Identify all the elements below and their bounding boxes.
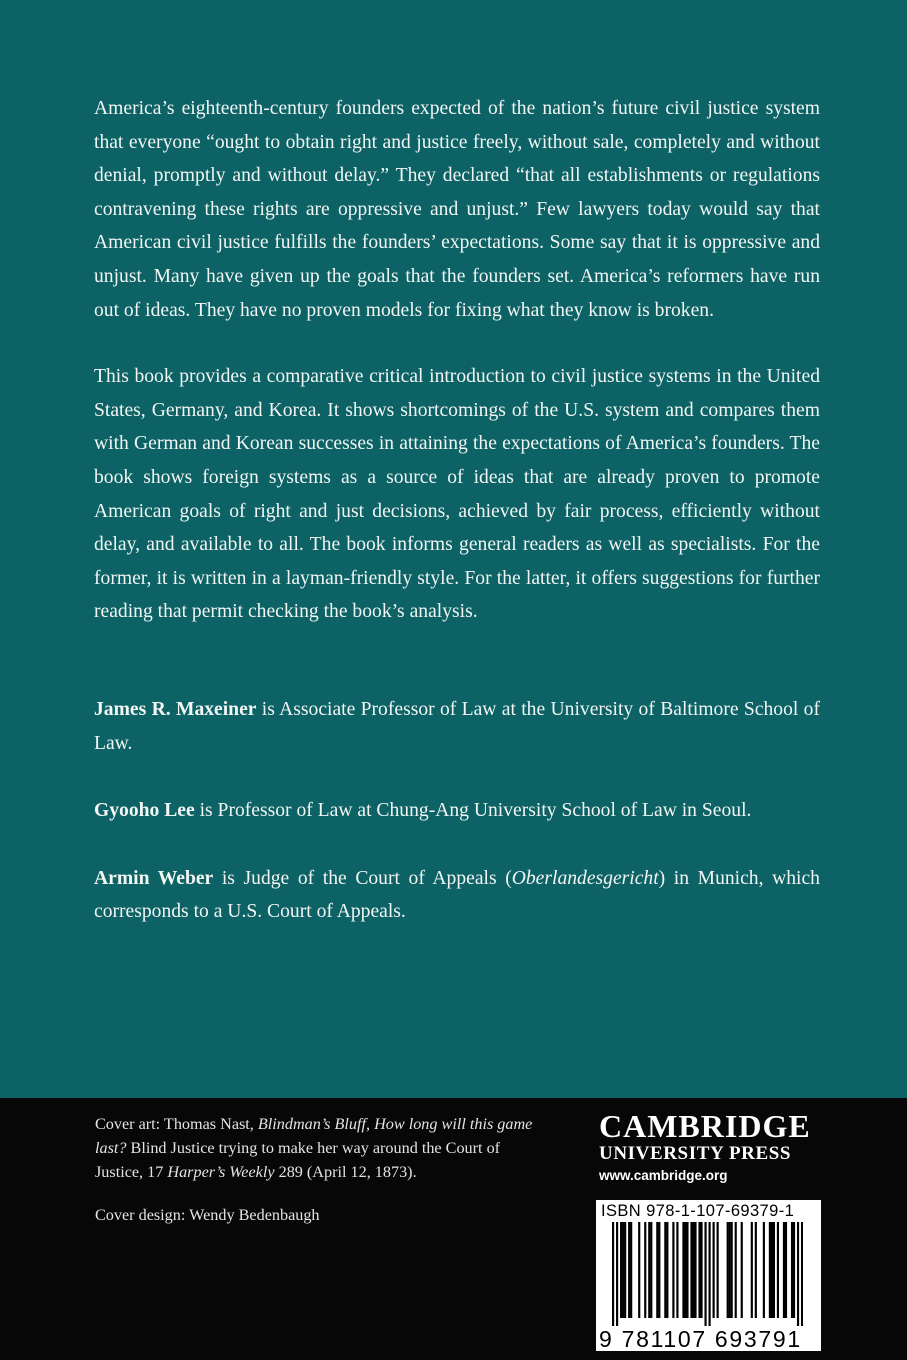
- barcode-bar: [763, 1222, 765, 1318]
- barcode-bar: [791, 1222, 793, 1318]
- barcode-bar: [773, 1222, 775, 1318]
- barcode-bar: [690, 1222, 692, 1318]
- cover-credits: [95, 1112, 535, 1227]
- cover-art-credit: Cover art: Thomas Nast, Blindman’s Bluff, How long will this game last? Blind Justice trying to make her way around the Court of Justice, 17 Harper’s Weekly 289 (April 12, 1873).: [95, 1115, 533, 1181]
- barcode-bar: [801, 1222, 803, 1326]
- blurb-paragraph-2: This book provides a comparative critical introduction to civil justice systems in the United States, Germany, and Korea. It shows shortcomings of the U.S. system and compares them with German and Korean successes in attaining the expectations of America’s founders. The book shows foreign systems as a source of ideas that are already proven to promote American goals of right and just decisions, achieved by fair process, efficiently without delay, and available to all. The book informs general readers as well as specialists. For the former, it is written in a layman-friendly style. For the latter, it offers suggestions for further reading that permit checking the book’s analysis.: [94, 366, 820, 623]
- barcode-bar: [771, 1222, 773, 1318]
- barcode-bar: [751, 1222, 753, 1318]
- publisher-logo: [599, 1109, 811, 1185]
- barcode-bar: [686, 1222, 688, 1318]
- barcode-bar: [650, 1222, 652, 1318]
- barcode-bar: [729, 1222, 731, 1318]
- author-name: Gyooho Lee: [94, 800, 195, 822]
- barcode-bar: [624, 1222, 626, 1318]
- author-bio-maxeiner: [94, 693, 820, 760]
- barcode-bar: [698, 1222, 700, 1318]
- barcode-bar: [638, 1222, 640, 1318]
- barcode-bar: [755, 1222, 757, 1318]
- barcode-bar: [713, 1222, 715, 1318]
- barcode-bar: [682, 1222, 684, 1318]
- publisher-subtitle: UNIVERSITY PRESS: [599, 1143, 792, 1164]
- barcode-bar: [769, 1222, 771, 1318]
- barcode-bar: [777, 1222, 779, 1318]
- barcode-bar: [783, 1222, 785, 1318]
- barcode-bar: [628, 1222, 630, 1318]
- barcode-bar: [704, 1222, 706, 1326]
- barcode-bar: [620, 1222, 622, 1318]
- author-name: James R. Maxeiner: [94, 698, 257, 720]
- barcode-bar: [658, 1222, 660, 1318]
- author-bio: ) in Munich, which corresponds to a U.S. Court of Appeals.: [94, 867, 820, 923]
- barcode-bar: [785, 1222, 787, 1318]
- barcode-bar: [644, 1222, 646, 1318]
- barcode-bar: [622, 1222, 624, 1318]
- publisher-name: CAMBRIDGE: [599, 1108, 811, 1144]
- barcode-bar: [656, 1222, 658, 1318]
- barcode-digits: 9 781107 693791: [599, 1326, 802, 1352]
- footer-band: [0, 1098, 907, 1360]
- publisher-url: www.cambridge.org: [599, 1168, 728, 1183]
- barcode-bar: [692, 1222, 694, 1318]
- isbn-barcode: [596, 1200, 821, 1351]
- barcode-bars: [612, 1222, 803, 1326]
- barcode-bar: [797, 1222, 799, 1326]
- barcode-bar: [676, 1222, 678, 1318]
- barcode-bar: [630, 1222, 632, 1318]
- barcode-bar: [717, 1222, 719, 1318]
- barcode-bar: [731, 1222, 733, 1318]
- barcode-bar: [616, 1222, 618, 1326]
- cover-design-credit: Cover design: Wendy Bedenbaugh: [95, 1206, 320, 1224]
- barcode-bar: [735, 1222, 737, 1318]
- isbn-label: ISBN 978-1-107-69379-1: [601, 1202, 795, 1220]
- author-bio: is Judge of the Court of Appeals (: [213, 867, 512, 889]
- barcode-bar: [672, 1222, 674, 1318]
- blurb-paragraph-1: America’s eighteenth-century founders expected of the nation’s future civil justice system that everyone “ought to obtain right and justice freely, without sale, completely and without denial, promptly and without delay.” They declared “that all establishments or regulations contravening these rights are oppressive and unjust.” Few lawyers today would say that American civil justice fulfills the founders’ expectations. Some say that it is oppressive and unjust. Many have given up the goals that the founders set. America’s reformers have run out of ideas. They have no proven models for fixing what they know is broken.: [94, 98, 820, 321]
- barcode-bar: [694, 1222, 696, 1318]
- author-bio-lee: [94, 794, 820, 828]
- barcode-bar: [684, 1222, 686, 1318]
- author-bio: is Professor of Law at Chung-Ang University School of Law in Seoul.: [194, 800, 752, 822]
- barcode-bar: [648, 1222, 650, 1318]
- court-name: Oberlandesgericht: [511, 867, 659, 889]
- author-bio: is Associate Professor of Law at the University of Baltimore School of Law.: [94, 698, 820, 754]
- barcode-bar: [793, 1222, 795, 1318]
- barcode-bar: [666, 1222, 668, 1318]
- blurb-area: [94, 92, 820, 929]
- author-bio-weber: [94, 862, 820, 929]
- barcode-bar: [664, 1222, 666, 1318]
- barcode-bar: [709, 1222, 711, 1326]
- barcode-bar: [612, 1222, 614, 1326]
- barcode-bar: [741, 1222, 743, 1318]
- barcode-bar: [700, 1222, 702, 1318]
- author-name: Armin Weber: [94, 867, 214, 889]
- barcode-bar: [727, 1222, 729, 1318]
